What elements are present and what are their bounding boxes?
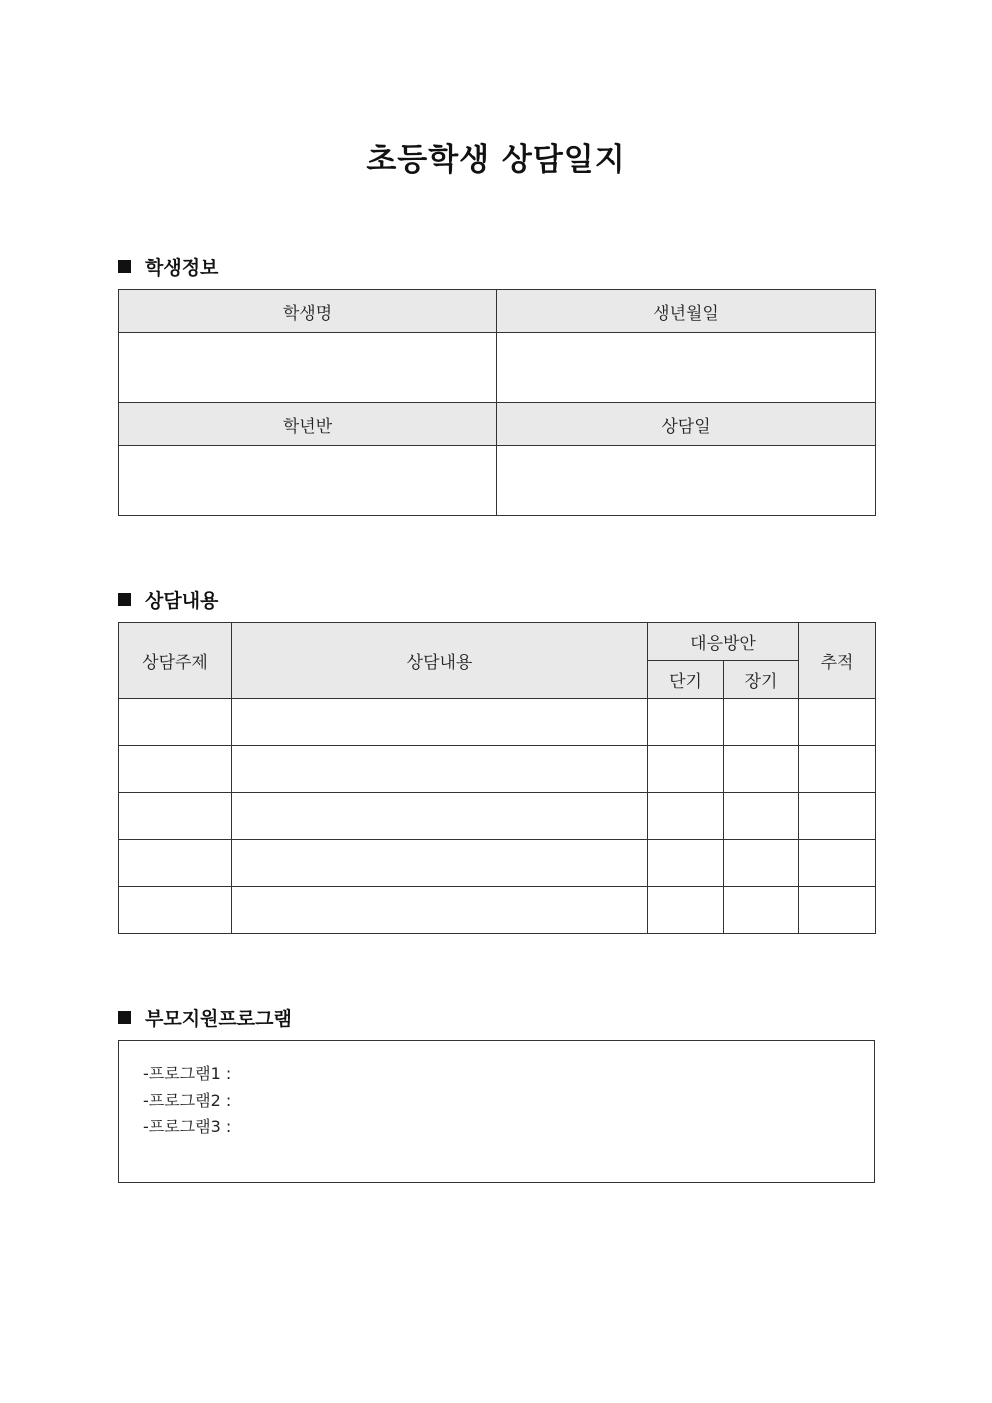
section-heading-parent-program [118,1004,292,1031]
content-cell[interactable] [232,793,648,840]
long-term-cell[interactable] [724,793,799,840]
topic-cell[interactable] [119,746,232,793]
section-heading-counsel [118,586,218,613]
program-item[interactable]: -프로그램3 : [143,1117,232,1136]
content-header: 상담내용 [232,623,648,699]
content-cell[interactable] [232,887,648,934]
content-cell[interactable] [232,746,648,793]
long-term-cell[interactable] [724,699,799,746]
topic-header: 상담주제 [119,623,232,699]
long-term-cell[interactable] [724,746,799,793]
square-bullet-icon [118,260,131,273]
followup-cell[interactable] [799,887,876,934]
student-name-header: 학생명 [119,290,497,333]
counsel-date-header: 상담일 [497,403,876,446]
table-row [119,887,876,934]
table-row [119,793,876,840]
short-term-cell[interactable] [648,840,724,887]
birth-date-header: 생년월일 [497,290,876,333]
short-term-cell[interactable] [648,746,724,793]
table-row [119,840,876,887]
topic-cell[interactable] [119,840,232,887]
student-info-table [118,289,876,516]
short-term-cell[interactable] [648,887,724,934]
short-term-cell[interactable] [648,793,724,840]
followup-header: 추적 [799,623,876,699]
page-title: 초등학생 상담일지 [366,142,626,178]
content-cell[interactable] [232,699,648,746]
parent-program-box [118,1040,875,1183]
long-term-cell[interactable] [724,887,799,934]
birth-date-field[interactable] [497,333,876,403]
followup-cell[interactable] [799,746,876,793]
topic-cell[interactable] [119,793,232,840]
counsel-table [118,622,876,934]
student-name-field[interactable] [119,333,497,403]
short-term-header: 단기 [648,661,724,699]
content-cell[interactable] [232,840,648,887]
counsel-date-field[interactable] [497,446,876,516]
section-label: 상담내용 [145,590,219,612]
grade-class-field[interactable] [119,446,497,516]
program-item[interactable]: -프로그램2 : [143,1090,232,1110]
grade-class-header: 학년반 [119,403,497,446]
table-row [119,699,876,746]
section-label: 학생정보 [145,257,219,279]
square-bullet-icon [118,593,131,606]
response-header: 대응방안 [648,623,799,661]
program-item[interactable]: -프로그램1 : [143,1064,232,1083]
followup-cell[interactable] [799,840,876,887]
followup-cell[interactable] [799,793,876,840]
long-term-cell[interactable] [724,840,799,887]
short-term-cell[interactable] [648,699,724,746]
square-bullet-icon [118,1011,131,1024]
followup-cell[interactable] [799,699,876,746]
program-list [143,1061,231,1141]
table-row [119,746,876,793]
topic-cell[interactable] [119,699,232,746]
section-label: 부모지원프로그램 [145,1008,292,1030]
topic-cell[interactable] [119,887,232,934]
section-heading-student-info [118,253,218,280]
long-term-header: 장기 [724,661,799,699]
